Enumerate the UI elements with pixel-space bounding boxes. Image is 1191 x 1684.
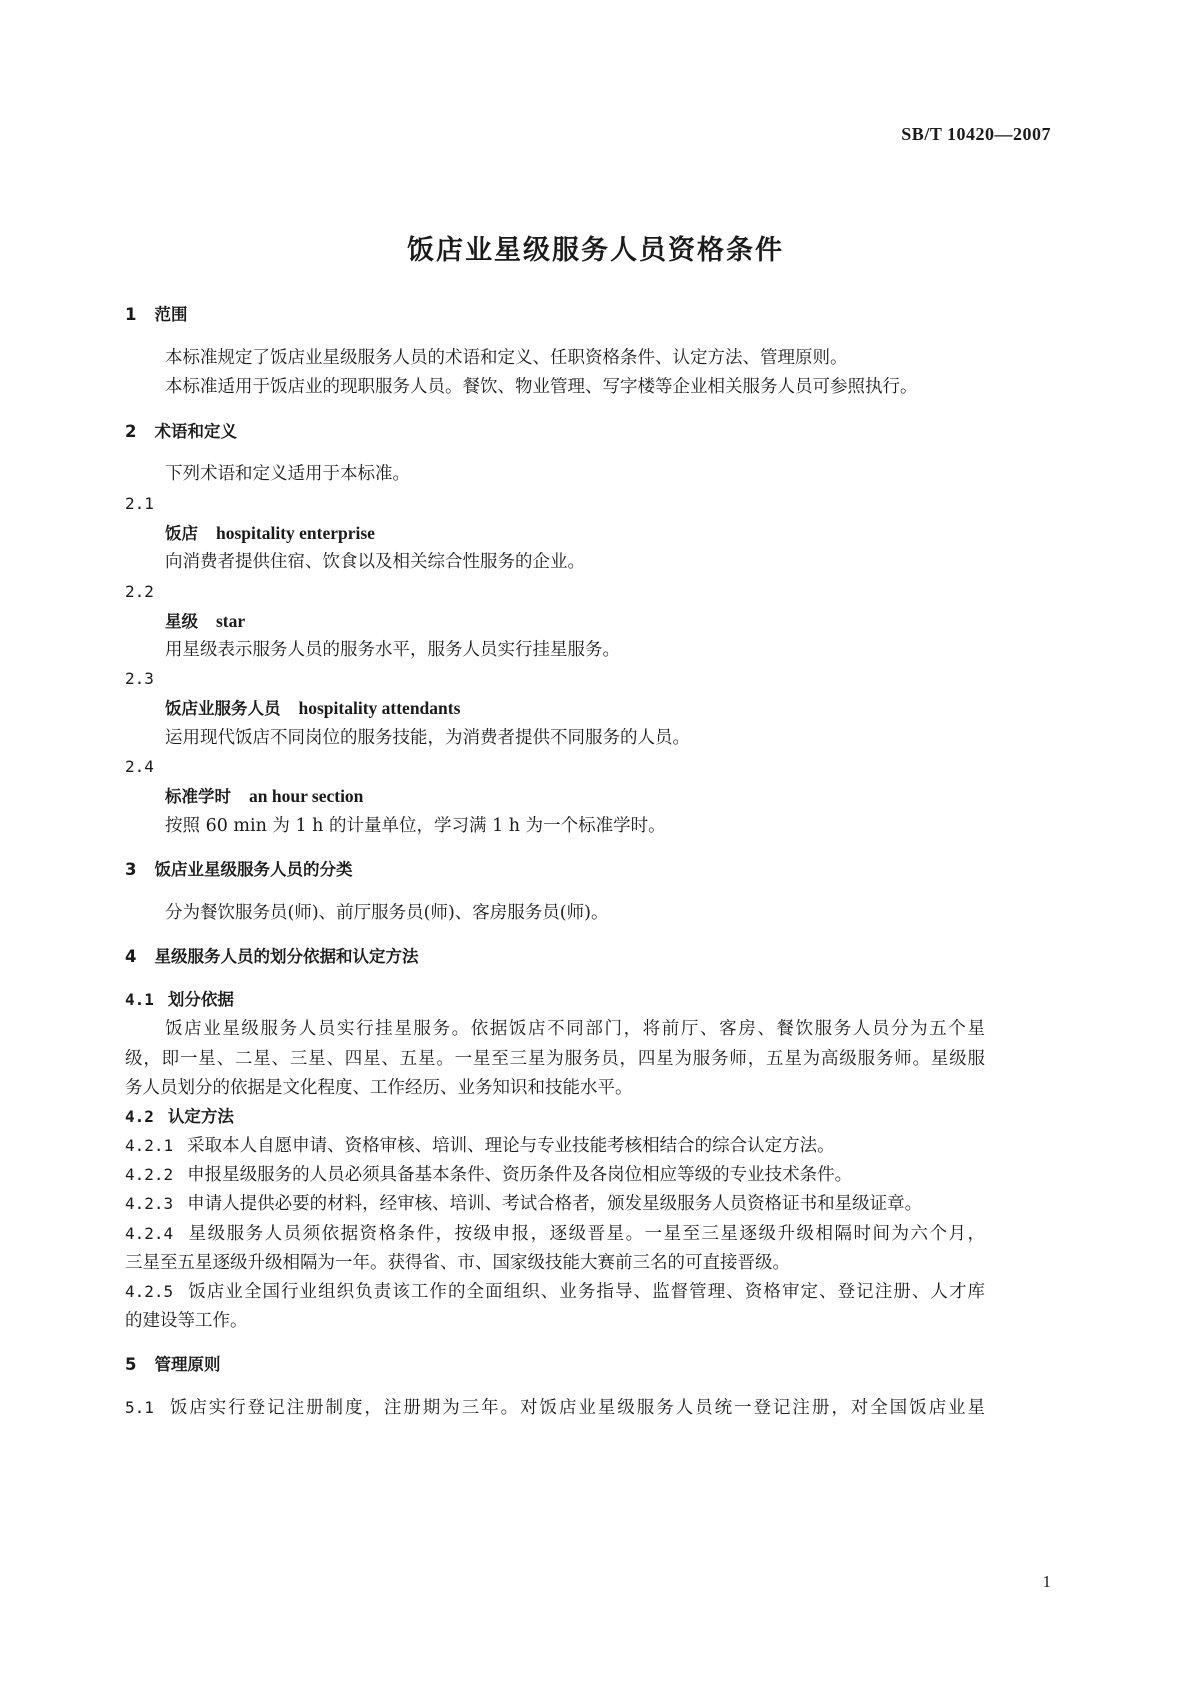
clause-number: 4.1 <box>125 990 154 1009</box>
term-en: an hour section <box>249 786 364 806</box>
section-1-heading <box>125 307 187 324</box>
clause-text: 采取本人自愿申请、资格审核、培训、理论与专业技能考核相结合的综合认定方法。 <box>187 1136 835 1156</box>
subsection-title: 认定方法 <box>167 1107 234 1126</box>
page-number: 1 <box>1042 1572 1051 1591</box>
clause-number: 2.3 <box>125 669 154 688</box>
clause-continuation: 三星至五星逐级升级相隔为一年。获得省、市、国家级技能大赛前三名的可直接晋级。 <box>125 1253 790 1273</box>
paragraph-line: 级，即一星、二星、三星、四星、五星。一星至三星为服务员，四星为服务师，五星为高级服务师。星级服 <box>125 1049 985 1069</box>
subsection-4-1-heading <box>125 992 234 1009</box>
section-number: 5 <box>125 1355 137 1374</box>
paragraph: 下列术语和定义适用于本标准。 <box>165 464 410 484</box>
paragraph: 分为餐饮服务员(师)、前厅服务员(师)、客房服务员(师)。 <box>165 903 609 923</box>
paragraph-line: 务人员划分的依据是文化程度、工作经历、业务知识和技能水平。 <box>125 1078 633 1098</box>
subsection-title: 划分依据 <box>167 990 234 1009</box>
term-definition: 按照 60 min 为 1 h 的计量单位，学习满 1 h 为一个标准学时。 <box>165 816 666 836</box>
section-title: 管理原则 <box>154 1355 221 1374</box>
clause-continuation: 的建设等工作。 <box>125 1311 248 1331</box>
section-title: 范围 <box>154 305 188 324</box>
term-zh: 饭店 <box>165 524 198 543</box>
standard-code: SB/T 10420—2007 <box>901 124 1051 144</box>
clause-4-2-4 <box>125 1226 985 1244</box>
section-number: 2 <box>125 422 137 441</box>
clause-text: 饭店实行登记注册制度，注册期为三年。对饭店业星级服务人员统一登记注册，对全国饭店业星 <box>167 1398 985 1418</box>
paragraph: 本标准规定了饭店业星级服务人员的术语和定义、任职资格条件、认定方法、管理原则。 <box>165 348 848 368</box>
clause-4-2-3 <box>125 1196 922 1214</box>
clause-text: 申报星级服务的人员必须具备基本条件、资历条件及各岗位相应等级的专业技术条件。 <box>187 1165 853 1185</box>
paragraph: 本标准适用于饭店业的现职服务人员。餐饮、物业管理、写字楼等企业相关服务人员可参照执行。 <box>165 377 918 397</box>
term-definition: 运用现代饭店不同岗位的服务技能，为消费者提供不同服务的人员。 <box>165 728 690 748</box>
clause-number: 4.2.4 <box>125 1224 174 1243</box>
section-title: 术语和定义 <box>154 422 237 441</box>
clause-text: 申请人提供必要的材料，经审核、培训、考试合格者，颁发星级服务人员资格证书和星级证章。 <box>187 1194 923 1214</box>
clause-text: 星级服务人员须依据资格条件，按级申报，逐级晋星。一星至三星逐级升级相隔时间为六个月， <box>187 1224 985 1244</box>
term-zh: 标准学时 <box>165 787 231 806</box>
section-title: 饭店业星级服务人员的分类 <box>154 860 353 879</box>
section-title: 星级服务人员的划分依据和认定方法 <box>154 947 419 966</box>
subsection-4-2-heading <box>125 1109 234 1126</box>
clause-4-2-5 <box>125 1284 985 1302</box>
clause-number: 4.2.3 <box>125 1194 174 1213</box>
document-title: 饭店业星级服务人员资格条件 <box>407 235 784 266</box>
section-4-heading <box>125 949 418 966</box>
section-5-heading <box>125 1357 220 1374</box>
clause-number: 2.4 <box>125 757 154 776</box>
clause-number: 2.1 <box>125 494 154 513</box>
paragraph-line: 饭店业星级服务人员实行挂星服务。依据饭店不同部门，将前厅、客房、餐饮服务人员分为五个星 <box>165 1019 985 1039</box>
clause-number: 4.2.1 <box>125 1136 174 1155</box>
clause-4-2-1 <box>125 1138 835 1156</box>
section-2-heading <box>125 424 237 441</box>
clause-number: 2.2 <box>125 582 154 601</box>
clause-text: 饭店业全国行业组织负责该工作的全面组织、业务指导、监督管理、资格审定、登记注册、人才库 <box>187 1282 985 1302</box>
term-zh: 饭店业服务人员 <box>165 699 281 718</box>
clause-number: 4.2.5 <box>125 1282 174 1301</box>
clause-number: 4.2 <box>125 1107 154 1126</box>
term-zh: 星级 <box>165 612 198 631</box>
clause-number: 4.2.2 <box>125 1165 174 1184</box>
section-number: 3 <box>125 860 137 879</box>
term-entry <box>165 788 363 807</box>
section-number: 4 <box>125 947 137 966</box>
clause-number: 5.1 <box>125 1398 154 1417</box>
term-en: hospitality enterprise <box>216 523 375 543</box>
term-definition: 向消费者提供住宿、饮食以及相关综合性服务的企业。 <box>165 552 585 572</box>
term-entry <box>165 700 460 719</box>
term-definition: 用星级表示服务人员的服务水平，服务人员实行挂星服务。 <box>165 640 620 660</box>
clause-4-2-2 <box>125 1167 852 1185</box>
term-entry <box>165 613 245 632</box>
term-en: hospitality attendants <box>298 698 461 718</box>
section-3-heading <box>125 862 352 879</box>
term-entry <box>165 525 375 544</box>
term-en: star <box>216 611 246 631</box>
section-number: 1 <box>125 305 137 324</box>
clause-5-1 <box>125 1400 985 1418</box>
